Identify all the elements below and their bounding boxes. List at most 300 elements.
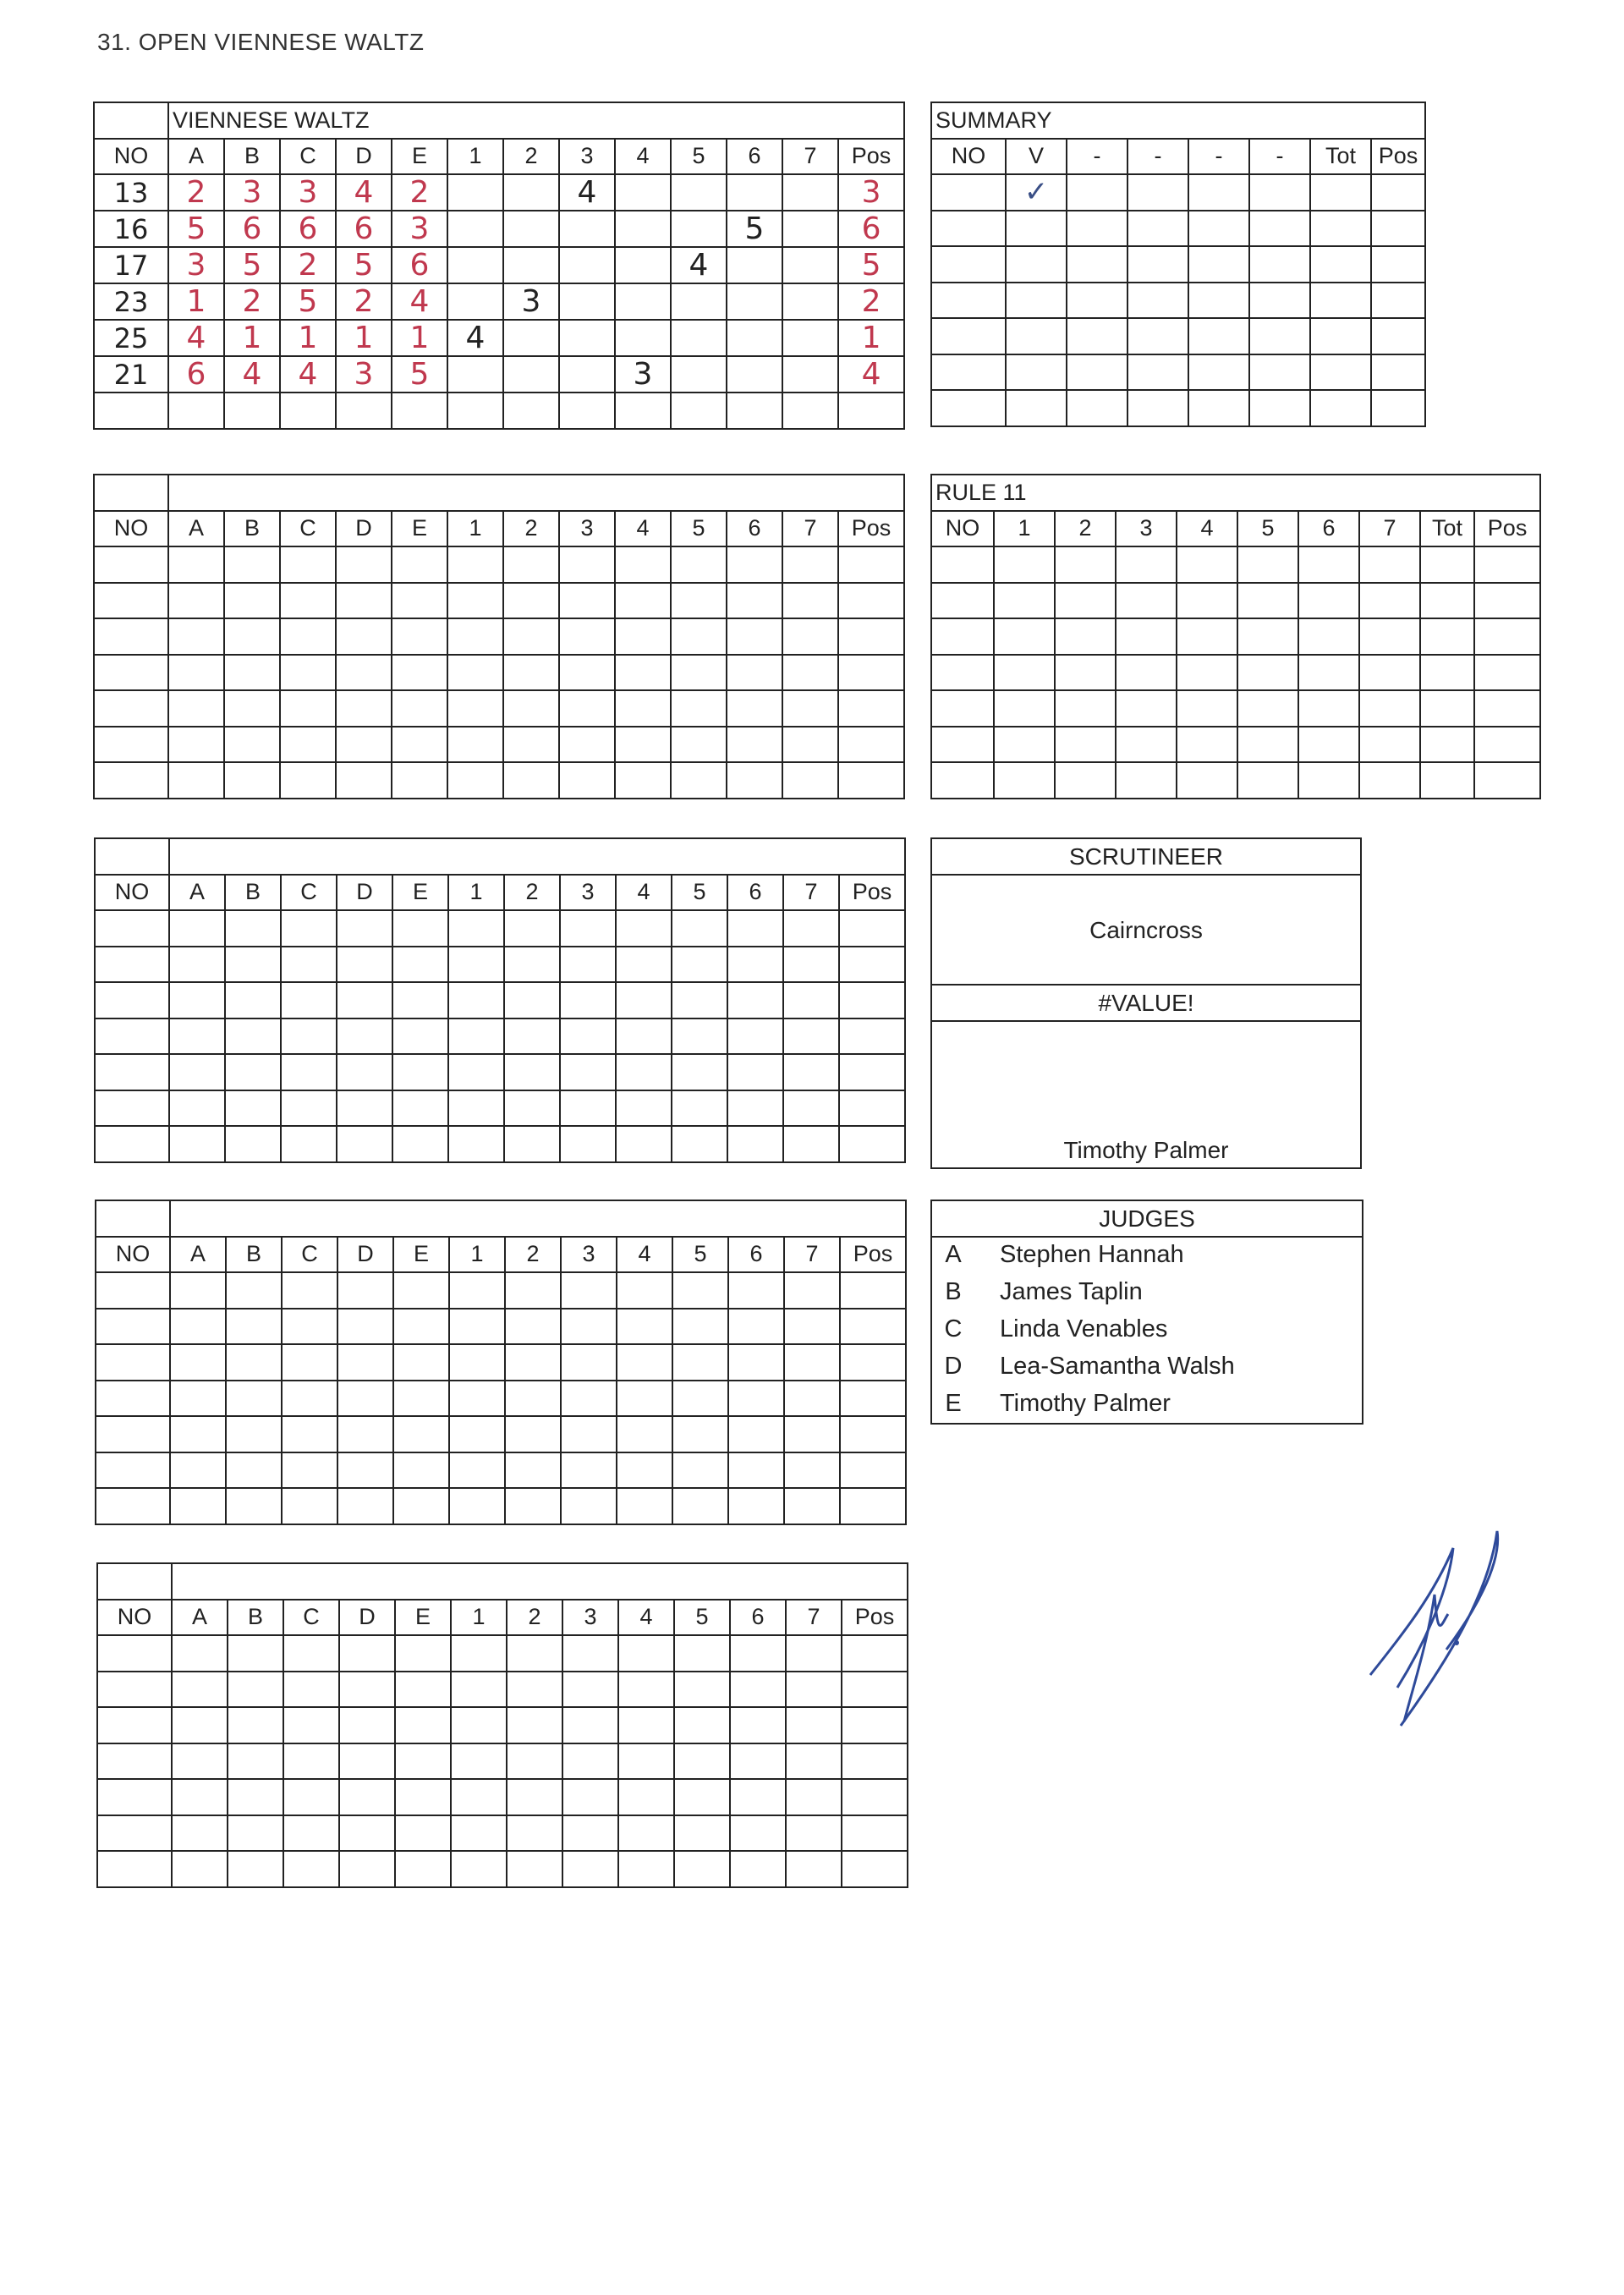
summary-cell	[1127, 283, 1188, 319]
handwritten-value: 2	[861, 284, 881, 319]
score-cell	[786, 1743, 842, 1780]
handwritten-value: 4	[409, 284, 430, 319]
score-cell	[228, 1815, 283, 1852]
column-header: A	[172, 1600, 228, 1636]
score-cell	[337, 1452, 393, 1489]
table-row	[94, 247, 904, 283]
score-cell	[228, 1635, 283, 1672]
rule11-cell	[1420, 655, 1474, 691]
score-cell	[168, 655, 224, 691]
score-cell	[225, 1054, 281, 1090]
handwritten-value: 4	[354, 175, 374, 210]
score-cell	[617, 1488, 672, 1524]
column-header: 7	[783, 875, 839, 911]
handwritten-value: 3	[521, 284, 541, 319]
skating-count	[727, 247, 782, 283]
score-cell	[615, 655, 671, 691]
score-cell	[560, 1090, 616, 1127]
score-cell	[339, 1672, 395, 1708]
score-cell	[282, 1309, 337, 1345]
score-cell	[282, 1452, 337, 1489]
summary-cell	[1188, 246, 1249, 283]
tick-icon: ✓	[1023, 175, 1049, 210]
score-cell	[393, 1452, 449, 1489]
skating-count	[671, 283, 727, 320]
summary-cell	[931, 283, 1006, 319]
score-cell	[727, 690, 782, 727]
judge-mark	[280, 356, 336, 393]
score-cell	[281, 910, 337, 947]
handwritten-value: 3	[354, 357, 374, 392]
score-cell	[616, 982, 672, 1018]
score-cell	[786, 1815, 842, 1852]
score-cell	[392, 618, 447, 655]
score-cell	[730, 1635, 786, 1672]
column-header: Tot	[1420, 511, 1474, 547]
score-cell	[503, 618, 559, 655]
column-header: 6	[727, 139, 782, 175]
score-cell	[728, 1381, 784, 1417]
summary-cell	[931, 318, 1006, 354]
score-cell	[224, 655, 280, 691]
skating-count	[503, 247, 559, 283]
table-row	[95, 947, 905, 983]
skating-count	[671, 174, 727, 211]
score-cell	[228, 1779, 283, 1815]
summary-cell	[1006, 283, 1067, 319]
score-cell	[842, 1779, 908, 1815]
judge-name: Linda Venables	[1000, 1315, 1168, 1342]
skating-count	[447, 174, 503, 211]
handwritten-value: 13	[113, 176, 149, 209]
handwritten-value: 2	[242, 284, 262, 319]
summary-cell	[1127, 211, 1188, 247]
table-row	[931, 283, 1425, 319]
column-header: A	[168, 139, 224, 175]
rule11-cell	[1116, 546, 1177, 583]
table-row	[97, 1743, 908, 1780]
dance-caption	[169, 838, 905, 875]
handwritten-value: 5	[744, 211, 765, 246]
score-cell	[838, 583, 904, 619]
rule11-cell	[1420, 762, 1474, 799]
score-cell	[172, 1743, 228, 1780]
summary-cell	[1249, 390, 1310, 426]
score-cell	[392, 982, 448, 1018]
column-header: NO	[95, 875, 169, 911]
summary-cell	[1127, 354, 1188, 391]
score-cell	[560, 982, 616, 1018]
skating-count	[447, 211, 503, 247]
score-cell	[786, 1707, 842, 1743]
score-cell	[616, 1054, 672, 1090]
column-header: Pos	[838, 139, 904, 175]
score-cell	[503, 727, 559, 763]
score-cell	[503, 583, 559, 619]
skating-count	[782, 174, 838, 211]
score-cell	[618, 1672, 674, 1708]
skating-count	[615, 320, 671, 356]
couple-number	[94, 247, 168, 283]
summary-cell	[1310, 283, 1371, 319]
score-cell	[671, 762, 727, 799]
rule11-table	[930, 474, 1541, 799]
score-cell	[169, 982, 225, 1018]
rule11-cell	[1116, 655, 1177, 691]
column-header: -	[1188, 139, 1249, 175]
judge-letter: E	[945, 1390, 962, 1417]
score-cell	[730, 1779, 786, 1815]
judge-letter: A	[945, 1241, 962, 1268]
summary-cell	[1310, 211, 1371, 247]
column-header: 1	[994, 511, 1055, 547]
score-cell	[392, 1126, 448, 1162]
page-title: 31. OPEN VIENNESE WALTZ	[97, 29, 425, 55]
column-header: D	[336, 139, 392, 175]
rule11-cell	[1298, 727, 1359, 763]
score-cell	[97, 1672, 172, 1708]
judge-mark	[392, 283, 447, 320]
column-header: Pos	[1474, 511, 1540, 547]
judge-letter: C	[944, 1315, 963, 1342]
judges-box	[930, 1200, 1363, 1425]
score-cell	[839, 1090, 905, 1127]
score-cell	[616, 910, 672, 947]
score-cell	[280, 727, 336, 763]
summary-cell	[931, 246, 1006, 283]
score-cell	[507, 1851, 562, 1887]
score-cell	[280, 618, 336, 655]
table-row	[97, 1779, 908, 1815]
score-cell	[730, 1672, 786, 1708]
column-header: 5	[671, 139, 727, 175]
table-row	[94, 320, 904, 356]
score-cell	[448, 1126, 504, 1162]
summary-cell	[1127, 246, 1188, 283]
table-row	[96, 1344, 906, 1381]
score-cell	[168, 690, 224, 727]
summary-cell	[1188, 390, 1249, 426]
column-header: 3	[559, 139, 615, 175]
table-row	[931, 354, 1425, 391]
score-cell	[727, 655, 782, 691]
table-row	[931, 211, 1425, 247]
score-cell	[507, 1672, 562, 1708]
column-header: B	[224, 511, 280, 547]
summary-cell	[931, 174, 1006, 211]
score-cell	[507, 1743, 562, 1780]
score-cell	[784, 1416, 840, 1452]
skating-count	[782, 247, 838, 283]
score-cell	[283, 1851, 339, 1887]
column-header: 7	[786, 1600, 842, 1636]
score-cell	[97, 1779, 172, 1815]
handwritten-value: 2	[354, 284, 374, 319]
score-cell	[561, 1272, 617, 1309]
rule11-cell	[1474, 762, 1540, 799]
column-header: 4	[1177, 511, 1237, 547]
judges-title: JUDGES	[932, 1201, 1362, 1238]
handwritten-value: 3	[186, 248, 206, 283]
score-cell	[226, 1488, 282, 1524]
score-cell	[839, 1018, 905, 1055]
handwritten-value: 23	[113, 285, 149, 318]
rule11-cell	[1359, 546, 1420, 583]
score-cell	[226, 1381, 282, 1417]
score-cell	[281, 982, 337, 1018]
score-cell	[172, 1635, 228, 1672]
score-cell	[392, 910, 448, 947]
score-sheet-3	[94, 837, 906, 1163]
summary-cell	[1127, 318, 1188, 354]
score-cell	[336, 727, 392, 763]
judge-letter: B	[945, 1278, 962, 1305]
score-cell	[559, 546, 615, 583]
score-cell	[618, 1815, 674, 1852]
rule11-cell	[1298, 546, 1359, 583]
score-cell	[447, 690, 503, 727]
rule11-cell	[931, 690, 994, 727]
score-cell	[615, 393, 671, 429]
summary-cell	[1006, 174, 1067, 211]
summary-cell	[1188, 354, 1249, 391]
score-cell	[783, 947, 839, 983]
score-cell	[840, 1381, 906, 1417]
skating-count	[447, 283, 503, 320]
score-cell	[170, 1452, 226, 1489]
rule11-cell	[994, 546, 1055, 583]
rule11-cell	[1298, 655, 1359, 691]
column-header: 5	[674, 1600, 730, 1636]
summary-cell	[1249, 283, 1310, 319]
score-cell	[507, 1779, 562, 1815]
table-row	[931, 174, 1425, 211]
score-cell	[448, 1018, 504, 1055]
score-cell	[451, 1851, 507, 1887]
column-header: C	[280, 511, 336, 547]
scrutineer-value-error: #VALUE!	[932, 986, 1360, 1022]
judge-mark	[336, 356, 392, 393]
score-cell	[786, 1635, 842, 1672]
score-cell	[562, 1707, 618, 1743]
score-cell	[228, 1707, 283, 1743]
score-cell	[728, 1452, 784, 1489]
score-cell	[561, 1381, 617, 1417]
rule11-cell	[1237, 762, 1298, 799]
caption-blank	[95, 838, 169, 875]
column-header: V	[1006, 139, 1067, 175]
score-cell	[172, 1815, 228, 1852]
handwritten-value: 5	[861, 248, 881, 283]
score-cell	[336, 762, 392, 799]
table-row	[94, 618, 904, 655]
score-cell	[615, 727, 671, 763]
score-cell	[283, 1635, 339, 1672]
column-header: 1	[447, 139, 503, 175]
rule11-cell	[1055, 546, 1116, 583]
score-cell	[392, 1054, 448, 1090]
score-cell	[451, 1815, 507, 1852]
score-cell	[672, 1416, 728, 1452]
column-header: C	[283, 1600, 339, 1636]
score-cell	[170, 1416, 226, 1452]
summary-cell	[1188, 211, 1249, 247]
score-cell	[94, 546, 168, 583]
handwritten-value: 4	[465, 321, 486, 355]
score-cell	[671, 618, 727, 655]
judge-mark	[392, 320, 447, 356]
score-cell	[562, 1779, 618, 1815]
score-cell	[504, 1126, 560, 1162]
caption-blank	[96, 1200, 170, 1237]
score-cell	[786, 1851, 842, 1887]
score-cell	[730, 1815, 786, 1852]
rule11-cell	[1177, 583, 1237, 619]
judge-mark	[168, 283, 224, 320]
dance-caption: VIENNESE WALTZ	[168, 102, 904, 139]
score-cell	[392, 947, 448, 983]
rule11-cell	[1055, 762, 1116, 799]
column-header: D	[337, 875, 392, 911]
handwritten-value: 6	[861, 211, 881, 246]
skating-count	[782, 283, 838, 320]
placing	[838, 174, 904, 211]
score-cell	[392, 690, 447, 727]
score-cell	[782, 546, 838, 583]
score-cell	[615, 690, 671, 727]
score-cell	[672, 1381, 728, 1417]
score-cell	[839, 982, 905, 1018]
score-cell	[337, 1344, 393, 1381]
score-cell	[507, 1635, 562, 1672]
score-cell	[838, 690, 904, 727]
score-cell	[839, 1126, 905, 1162]
score-cell	[783, 1090, 839, 1127]
summary-cell	[1067, 390, 1127, 426]
score-cell	[97, 1815, 172, 1852]
score-cell	[618, 1743, 674, 1780]
score-cell	[170, 1488, 226, 1524]
sheet-header-row	[94, 511, 904, 547]
score-cell	[395, 1743, 451, 1780]
column-header: NO	[97, 1600, 172, 1636]
score-cell	[339, 1851, 395, 1887]
column-header: 5	[1237, 511, 1298, 547]
judge-mark	[224, 247, 280, 283]
rule11-cell	[1420, 583, 1474, 619]
rule11-cell	[994, 655, 1055, 691]
score-cell	[784, 1452, 840, 1489]
score-cell	[617, 1381, 672, 1417]
score-cell	[170, 1344, 226, 1381]
score-cell	[840, 1309, 906, 1345]
column-header: E	[392, 139, 447, 175]
score-cell	[671, 546, 727, 583]
score-cell	[839, 910, 905, 947]
rule11-cell	[931, 727, 994, 763]
score-cell	[559, 690, 615, 727]
table-row	[931, 246, 1425, 283]
score-cell	[618, 1851, 674, 1887]
column-header: 4	[617, 1237, 672, 1273]
summary-cell	[1371, 390, 1425, 426]
table-row	[95, 1126, 905, 1162]
skating-count	[559, 283, 615, 320]
summary-cell	[931, 211, 1006, 247]
judge-mark	[168, 211, 224, 247]
summary-cell	[1067, 211, 1127, 247]
judge-mark	[392, 174, 447, 211]
rule11-cell	[931, 762, 994, 799]
score-cell	[225, 910, 281, 947]
score-cell	[280, 655, 336, 691]
score-cell	[727, 1054, 783, 1090]
column-header: Pos	[1371, 139, 1425, 175]
score-cell	[672, 910, 727, 947]
column-header: 3	[560, 875, 616, 911]
placing	[838, 247, 904, 283]
score-cell	[95, 1018, 169, 1055]
summary-cell	[931, 390, 1006, 426]
table-row	[97, 1672, 908, 1708]
table-row	[96, 1381, 906, 1417]
score-cell	[783, 1018, 839, 1055]
rule11-cell	[1177, 618, 1237, 655]
score-cell	[283, 1815, 339, 1852]
skating-count	[615, 247, 671, 283]
score-cell	[96, 1272, 170, 1309]
handwritten-value: 5	[242, 248, 262, 283]
handwritten-value: 6	[298, 211, 318, 246]
score-cell	[395, 1815, 451, 1852]
column-header: C	[281, 875, 337, 911]
score-cell	[283, 1779, 339, 1815]
judge-row	[932, 1278, 1362, 1312]
score-cell	[449, 1272, 505, 1309]
score-cell	[96, 1452, 170, 1489]
column-header: NO	[96, 1237, 170, 1273]
score-cell	[337, 947, 392, 983]
skating-count	[782, 320, 838, 356]
column-header: D	[337, 1237, 393, 1273]
judge-mark	[336, 211, 392, 247]
handwritten-value: 4	[689, 248, 709, 283]
table-row	[94, 211, 904, 247]
column-header: B	[228, 1600, 283, 1636]
score-cell	[392, 762, 447, 799]
skating-count	[447, 356, 503, 393]
column-header: 3	[561, 1237, 617, 1273]
handwritten-value: 6	[186, 357, 206, 392]
rule11-cell	[1055, 618, 1116, 655]
sheet-caption-row	[95, 838, 905, 875]
score-cell	[169, 947, 225, 983]
rule11-caption: RULE 11	[931, 475, 1540, 511]
rule11-cell	[1177, 655, 1237, 691]
score-cell	[95, 1054, 169, 1090]
score-cell	[842, 1672, 908, 1708]
table-row	[95, 982, 905, 1018]
score-cell	[840, 1488, 906, 1524]
sheet-header-row	[95, 875, 905, 911]
score-cell	[280, 546, 336, 583]
score-cell	[96, 1381, 170, 1417]
rule11-cell	[1420, 618, 1474, 655]
summary-cell	[1067, 354, 1127, 391]
judge-letter: D	[944, 1353, 963, 1380]
summary-cell	[1006, 246, 1067, 283]
score-cell	[838, 546, 904, 583]
